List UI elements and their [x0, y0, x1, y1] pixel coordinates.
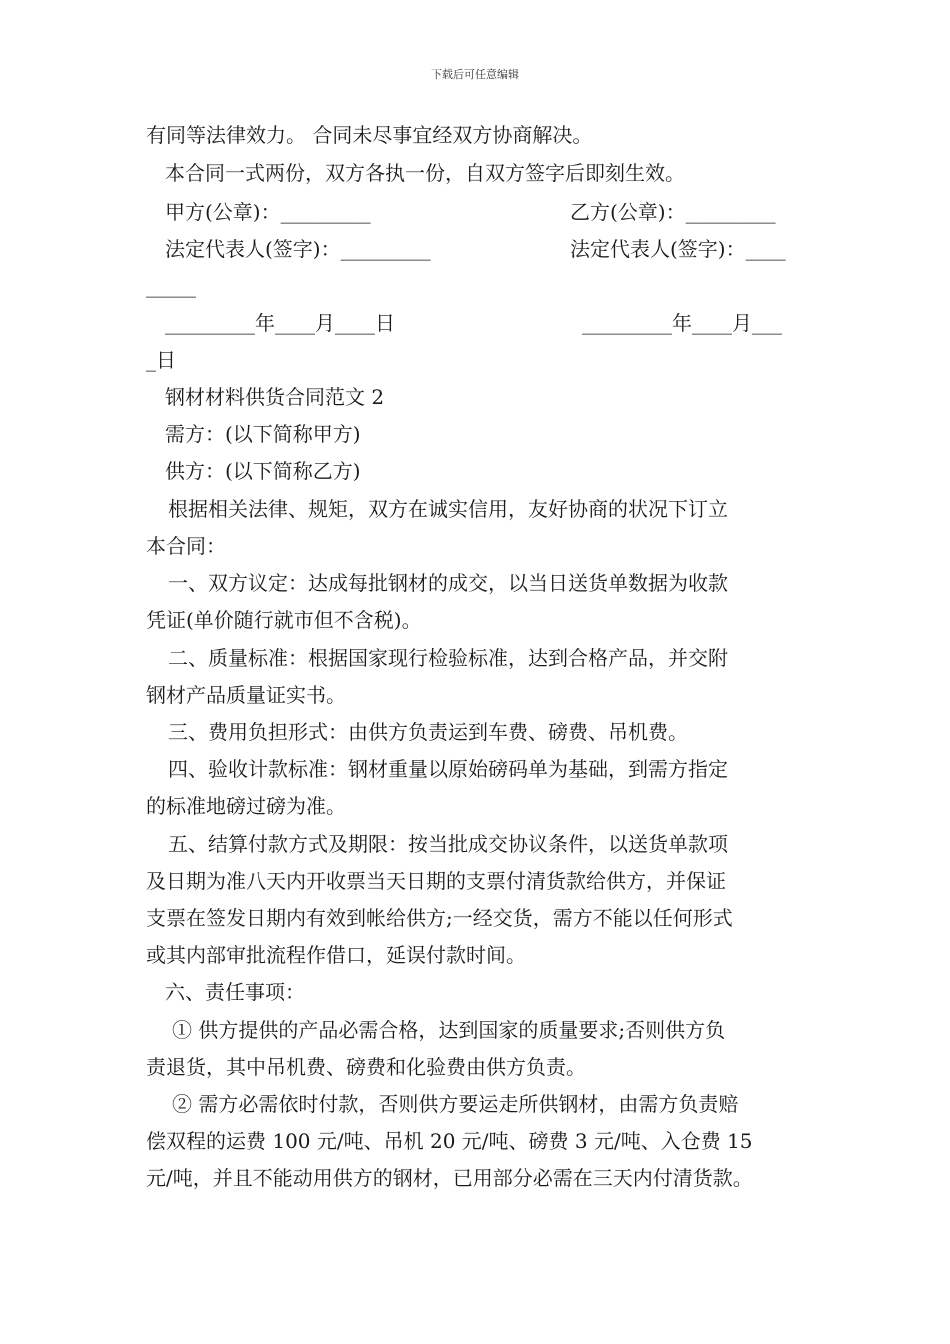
- clause-6: 六、责任事项：: [165, 980, 305, 1004]
- clause-2: 二、质量标准：根据国家现行检验标准，达到合格产品，并交附: [168, 646, 728, 670]
- clause-6-item-1-cont: 责退货，其中吊机费、磅费和化验费由供方负责。: [146, 1055, 586, 1079]
- supplier-line: 供方：(以下简称乙方): [165, 459, 361, 483]
- party-a-seal: 甲方(公章)：_________: [165, 200, 371, 224]
- clause-5: 五、结算付款方式及期限：按当批成交协议条件，以送货单款项: [168, 832, 728, 856]
- party-b-seal: 乙方(公章)：_________: [570, 200, 776, 224]
- clause-5-cont: 支票在签发日期内有效到帐给供方;一经交货，需方不能以任何形式: [146, 906, 733, 930]
- clause-5-cont: 及日期为准八天内开收票当天日期的支票付清货款给供方，并保证: [146, 869, 726, 893]
- clause-3: 三、费用负担形式：由供方负责运到车费、磅费、吊机费。: [168, 720, 688, 744]
- section-title: 钢材材料供货合同范文 2: [165, 385, 385, 409]
- clause-5-cont: 或其内部审批流程作借口，延误付款时间。: [146, 943, 526, 967]
- clause-4: 四、验收计款标准：钢材重量以原始磅码单为基础，到需方指定: [168, 757, 728, 781]
- party-b-representative: 法定代表人(签字)：____: [570, 237, 786, 261]
- date-continuation: _日: [146, 348, 176, 372]
- clause-1: 一、双方议定：达成每批钢材的成交，以当日送货单数据为收款: [168, 571, 728, 595]
- clause-4-cont: 的标准地磅过磅为准。: [146, 794, 346, 818]
- buyer-line: 需方：(以下简称甲方): [165, 422, 361, 446]
- signature-continuation: _____: [146, 274, 196, 298]
- paragraph-line: 有同等法律效力。 合同未尽事宜经双方协商解决。: [146, 123, 593, 147]
- header-note: 下载后可任意编辑: [431, 68, 519, 81]
- clause-6-item-2: ② 需方必需依时付款，否则供方要运走所供钢材，由需方负责赔: [172, 1092, 739, 1116]
- clause-6-item-2-cont: 元/吨，并且不能动用供方的钢材，已用部分必需在三天内付清货款。: [146, 1166, 753, 1190]
- date-left: _________年____月____日: [165, 311, 395, 335]
- date-right: _________年____月___: [582, 311, 782, 335]
- paragraph-line: 本合同一式两份，双方各执一份，自双方签字后即刻生效。: [165, 161, 685, 185]
- clause-6-item-2-cont: 偿双程的运费 100 元/吨、吊机 20 元/吨、磅费 3 元/吨、入仓费 15: [146, 1129, 753, 1153]
- paragraph-line: 本合同：: [146, 534, 226, 558]
- paragraph-line: 根据相关法律、规矩，双方在诚实信用，友好协商的状况下订立: [168, 497, 728, 521]
- party-a-representative: 法定代表人(签字)：_________: [165, 237, 431, 261]
- clause-1-cont: 凭证(单价随行就市但不含税)。: [146, 608, 422, 632]
- clause-2-cont: 钢材产品质量证实书。: [146, 683, 346, 707]
- clause-6-item-1: ① 供方提供的产品必需合格，达到国家的质量要求;否则供方负: [172, 1018, 726, 1042]
